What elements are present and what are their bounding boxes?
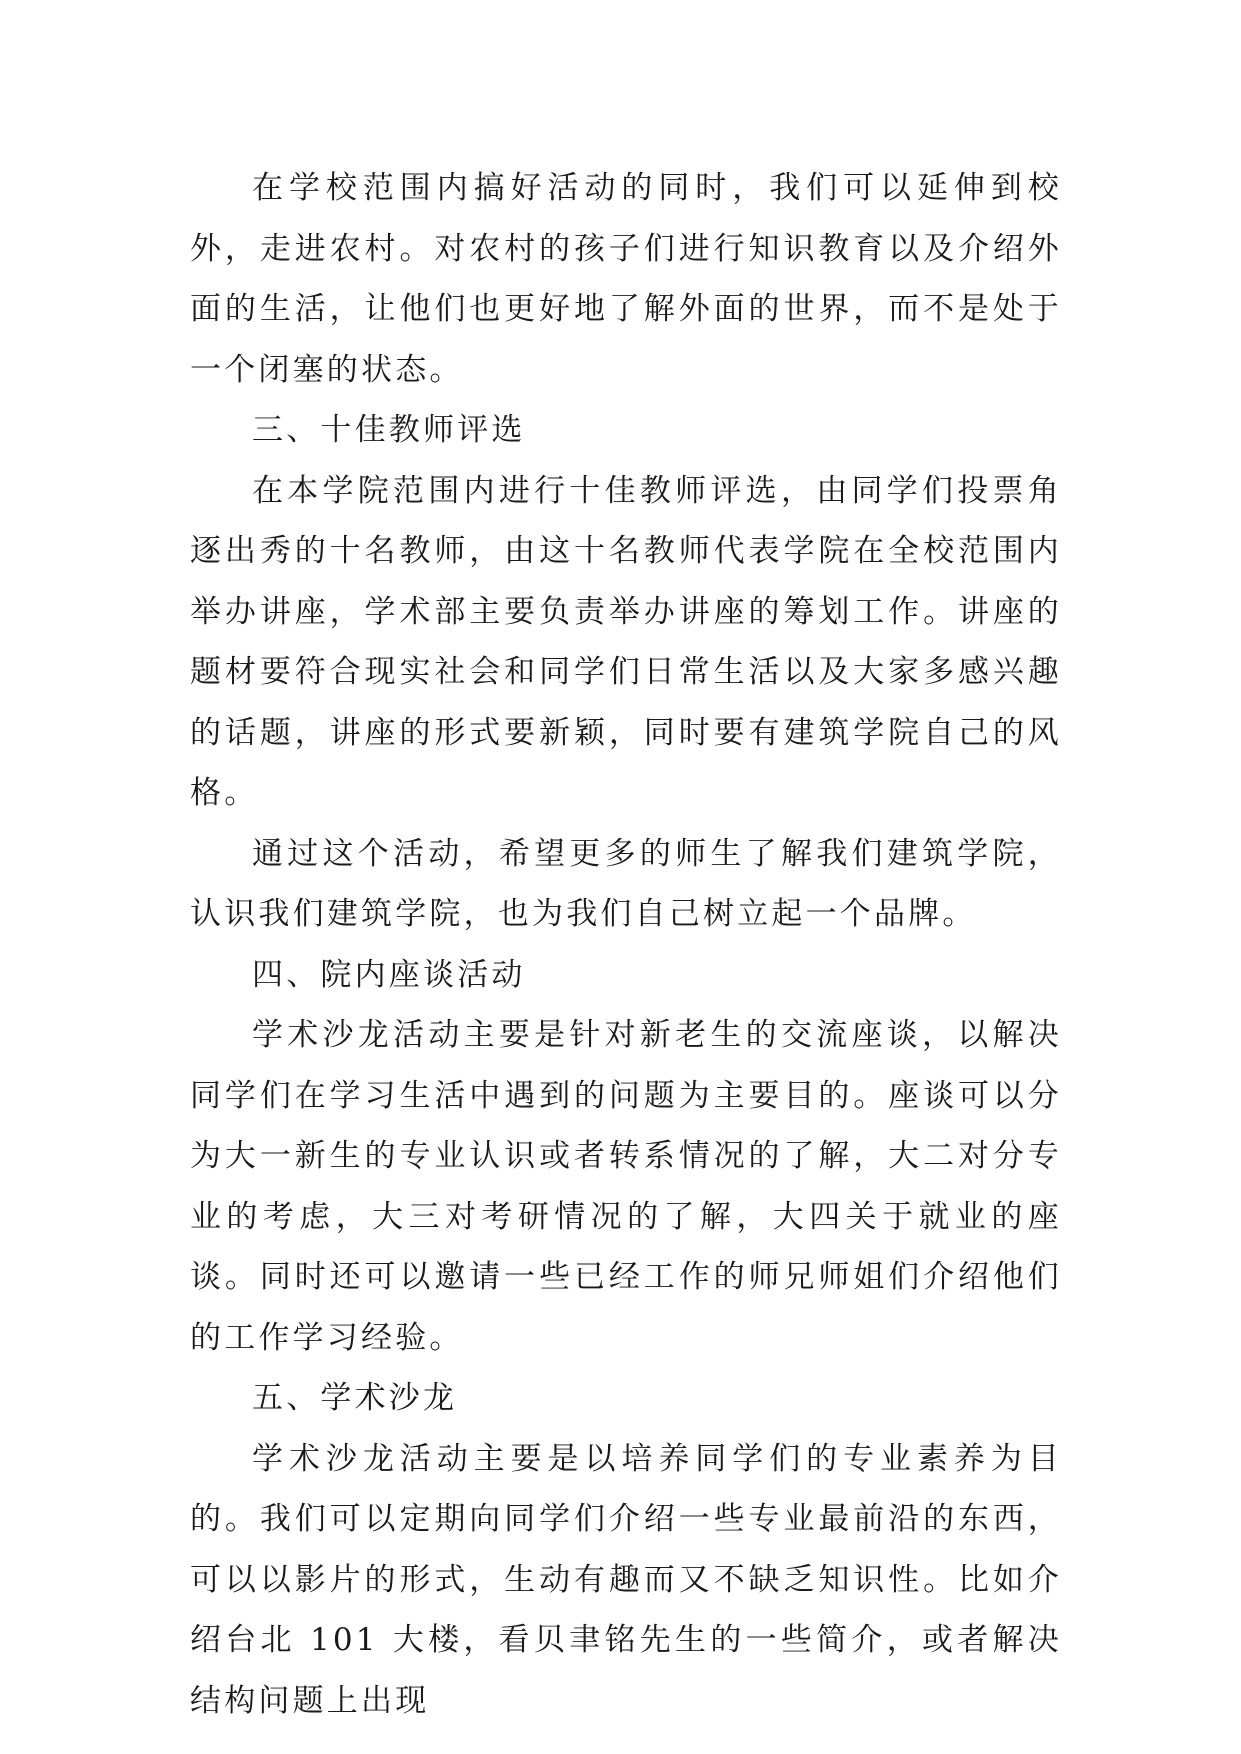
section-heading-teacher-selection: 三、十佳教师评选 — [252, 412, 526, 448]
paragraph-symposium: 学术沙龙活动主要是针对新老生的交流座谈，以解决同学们在学习生活中遇到的问题为主要目的。座谈可以分为大一新生的专业认识或者转系情况的了解，大二对分专业的考虑，大三对考研情况的了解，大四关于就业的座谈。同时还可以邀请一些已经工作的师兄师姐们介绍他们的工作学习经验。 — [190, 1017, 1062, 1356]
paragraph-teacher-selection: 在本学院范围内进行十佳教师评选，由同学们投票角逐出秀的十名教师，由这十名教师代表学院在全校范围内举办讲座，学术部主要负责举办讲座的筹划工作。讲座的题材要符合现实社会和同学们日常生活以及大家多感兴趣的话题，讲座的形式要新颖，同时要有建筑学院自己的风格。 — [190, 472, 1062, 811]
section-heading-symposium: 四、院内座谈活动 — [252, 956, 526, 993]
paragraph-outreach: 在学校范围内搞好活动的同时，我们可以延伸到校外，走进农村。对农村的孩子们进行知识教育以及介绍外面的生活，让他们也更好地了解外面的世界，而不是处于一个闭塞的状态。 — [190, 170, 1062, 388]
paragraph-academic-salon: 学术沙龙活动主要是以培养同学们的专业素养为目的。我们可以定期向同学们介绍一些专业最前沿的东西，可以以影片的形式，生动有趣而又不缺乏知识性。比如介绍台北 101 大楼，看贝聿铭先生的一些简介，或者解决结构问题上出现 — [190, 1440, 1062, 1719]
document-body — [190, 158, 1062, 1731]
paragraph-activity-purpose: 通过这个活动，希望更多的师生了解我们建筑学院，认识我们建筑学院，也为我们自己树立起一个品牌。 — [190, 835, 1062, 932]
section-heading-academic-salon: 五、学术沙龙 — [252, 1380, 458, 1416]
